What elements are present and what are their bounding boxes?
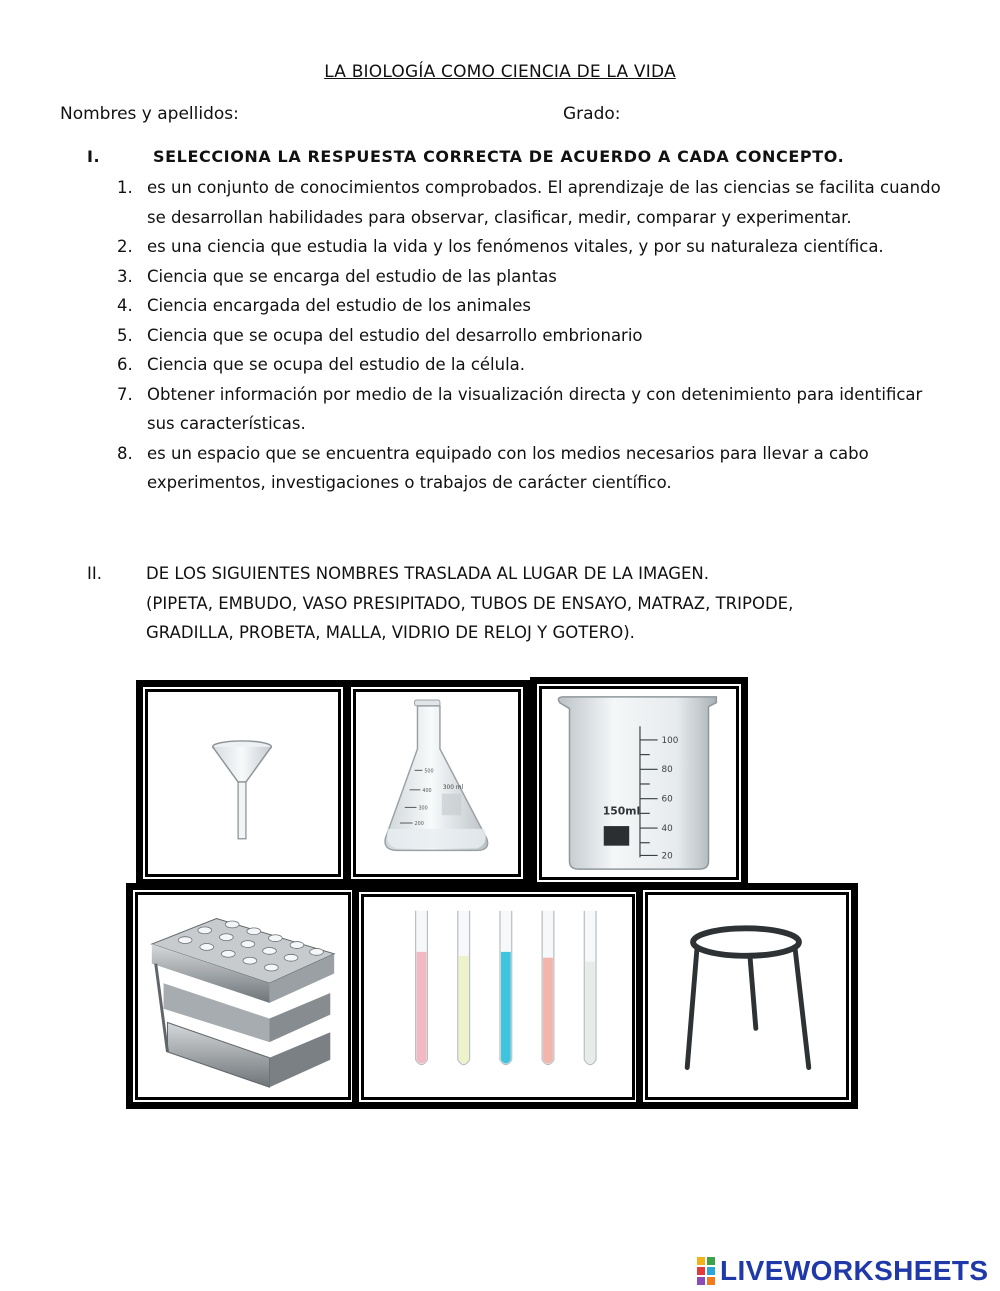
section-1-heading [87,147,844,166]
item-number: 3. [117,266,133,286]
item-text: es un espacio que se encuentra equipado con los medios necesarios para llevar a cabo experimentos, investigaciones o trabajos de carácter científico. [147,443,869,492]
item-number: 1. [117,178,133,197]
list-item [100,350,950,380]
list-item [100,173,950,232]
tripod-image-frame[interactable] [636,883,858,1109]
list-item [100,291,950,321]
funnel-image-frame[interactable] [136,680,350,886]
item-number: 7. [117,384,133,404]
rack-image-frame[interactable] [126,883,360,1109]
section-number: II. [87,564,102,583]
grade-field-label: Grado: [563,104,621,124]
section-heading-text: SELECCIONA LA RESPUESTA CORRECTA DE ACUERDO A CADA CONCEPTO. [153,147,845,166]
beaker-image-frame[interactable] [530,677,748,889]
beaker-mark: 20 [661,851,673,862]
item-number: 5. [117,325,133,345]
flask-mark: 300 [418,805,428,812]
flask-mark: 500 [424,768,434,775]
list-item [100,262,950,292]
beaker-mark: 40 [661,823,673,834]
item-number: 4. [117,296,133,315]
logo-text: LIVEWORKSHEETS [720,1255,989,1286]
beaker-icon [542,689,736,877]
item-text: Ciencia que se ocupa del estudio de la célula. [147,355,526,374]
flask-label: 300 ml [442,784,464,791]
item-text: Ciencia que se encarga del estudio de las plantas [147,266,557,286]
list-item [100,439,950,498]
section-2-line-2: (PIPETA, EMBUDO, VASO PRESIPITADO, TUBOS DE ENSAYO, MATRAZ, TRIPODE, [146,593,794,613]
flask-image-frame[interactable] [344,680,530,886]
section-2-line-3: GRADILLA, PROBETA, MALLA, VIDRIO DE RELOJ Y GOTERO). [146,623,635,642]
beaker-label: 150ml [602,804,641,818]
item-text: es un conjunto de conocimientos comprobados. El aprendizaje de las ciencias se facilita cuando se desarrollan habilidades para observar, clasificar, medir, comparar y experimentar. [147,178,941,227]
section-2-line-1: DE LOS SIGUIENTES NOMBRES TRASLADA AL LUGAR DE LA IMAGEN. [146,564,710,583]
flask-mark: 400 [422,787,432,794]
tubes-image-frame[interactable] [352,885,644,1109]
item-number: 2. [117,237,133,256]
liveworksheets-logo[interactable] [697,1254,989,1288]
flask-mark: 200 [414,820,424,827]
erlenmeyer-flask-icon [356,692,518,874]
names-field-label: Nombres y apellidos: [60,104,239,124]
list-item [100,321,950,351]
item-text: Obtener información por medio de la visualización directa y con detenimiento para identificar sus características. [147,384,923,433]
list-item [100,232,950,262]
beaker-mark: 100 [661,735,679,746]
test-tube-rack-icon [138,895,348,1097]
concept-list [100,173,950,498]
beaker-mark: 60 [661,794,673,805]
beaker-mark: 80 [661,765,673,776]
list-item [100,380,950,439]
funnel-icon [148,692,338,874]
item-text: Ciencia que se ocupa del estudio del desarrollo embrionario [147,325,643,345]
item-text: Ciencia encargada del estudio de los animales [147,296,532,315]
section-number: I. [87,147,101,166]
item-number: 8. [117,443,133,463]
tripod-icon [648,895,846,1097]
page-title: LA BIOLOGÍA COMO CIENCIA DE LA VIDA [324,62,676,82]
item-text: es una ciencia que estudia la vida y los fenómenos vitales, y por su naturaleza científica. [147,237,884,256]
test-tubes-icon [364,897,632,1097]
logo-blocks-icon [697,1257,715,1285]
item-number: 6. [117,355,133,374]
section-2 [87,559,967,648]
